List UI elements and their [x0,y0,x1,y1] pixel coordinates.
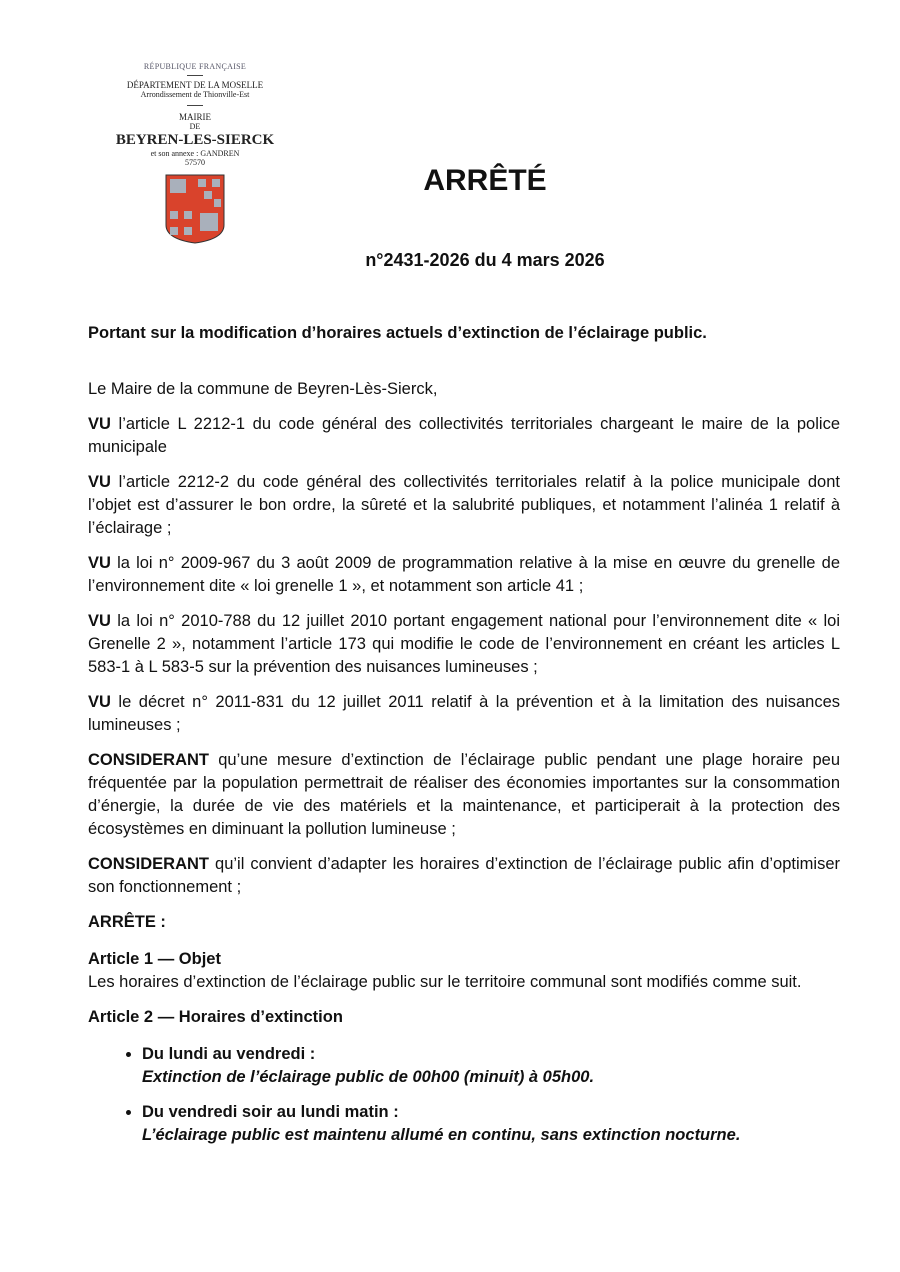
commune-name: BEYREN-LES-SIERCK [115,132,275,148]
municipal-letterhead [95,62,295,250]
consideration-paragraph: VU l’article L 2212-1 du code général des collectivités territoriales chargeant le maire de la police municipale [88,415,840,456]
divider [187,105,203,106]
republic-label: RÉPUBLIQUE FRANÇAISE [143,62,247,71]
decree-number: n°2431-2026 du 4 mars 2026 [365,250,605,270]
considerations [88,413,840,899]
consideration-paragraph: VU la loi n° 2009-967 du 3 août 2009 de programmation relative à la mise en œuvre du grenelle de l’environnement dite « loi grenelle 1 », et notamment son article 41 ; [88,554,840,595]
consideration-paragraph: VU l’article 2212-2 du code général des collectivités territoriales relatif à la police municipale dont l’objet est d’assurer le bon ordre, la sûreté et la salubrité publiques, et notamment l’alinéa 1 relatif à l’éclairage ; [88,473,840,537]
document-title: ARRÊTÉ [423,164,547,197]
list-item: • Du vendredi soir au lundi matin : L’éclairage public est maintenu allumé en continu, sans extinction nocturne. [142,1101,840,1147]
divider [187,75,203,76]
postal-code: 57570 [185,158,205,167]
document-body [88,322,840,1159]
de-label: DE [189,122,201,131]
consideration-paragraph: CONSIDERANT qu’une mesure d’extinction de l’éclairage public pendant une plage horaire peu fréquentée par la population permettrait de réaliser des économies importantes sur la consommation d’énergie, la durée de vie des matériels et la maintenance, et participerait à la protection des écosystèmes en diminuant la pollution lumineuse ; [88,751,840,838]
coat-of-arms-icon [164,173,226,245]
consideration-paragraph: VU la loi n° 2010-788 du 12 juillet 2010 portant engagement national pour l’environnement dite « loi Grenelle 2 », notamment l’article 173 qui modifie le code de l’environnement en créant les articles L 583-1 à L 583-5 sur la prévention des nuisances lumineuses ; [88,612,840,676]
subject: Portant sur la modification d’horaires actuels d’extinction de l’éclairage public. [88,324,707,342]
schedule-list [88,1043,840,1147]
annexe-label: et son annexe : GANDREN [150,149,240,158]
intro: Le Maire de la commune de Beyren-Lès-Sierck, [88,380,438,398]
department-label: DÉPARTEMENT DE LA MOSELLE [126,80,264,90]
article-1-text: Les horaires d’extinction de l’éclairage public sur le territoire communal sont modifiés comme suit. [88,973,802,991]
list-item: • Du lundi au vendredi : Extinction de l’éclairage public de 00h00 (minuit) à 05h00. [142,1043,840,1089]
consideration-paragraph: CONSIDERANT qu’il convient d’adapter les horaires d’extinction de l’éclairage public afin d’optimiser son fonctionnement ; [88,855,840,896]
article-1-title: Article 1 — Objet [88,950,221,968]
mairie-label: MAIRIE [179,112,211,122]
consideration-paragraph: VU le décret n° 2011-831 du 12 juillet 2011 relatif à la prévention et à la limitation des nuisances lumineuses ; [88,693,840,734]
decree-heading: ARRÊTE : [88,913,166,931]
arrondissement-label: Arrondissement de Thionville-Est [140,90,250,99]
article-2-title: Article 2 — Horaires d’extinction [88,1008,343,1026]
